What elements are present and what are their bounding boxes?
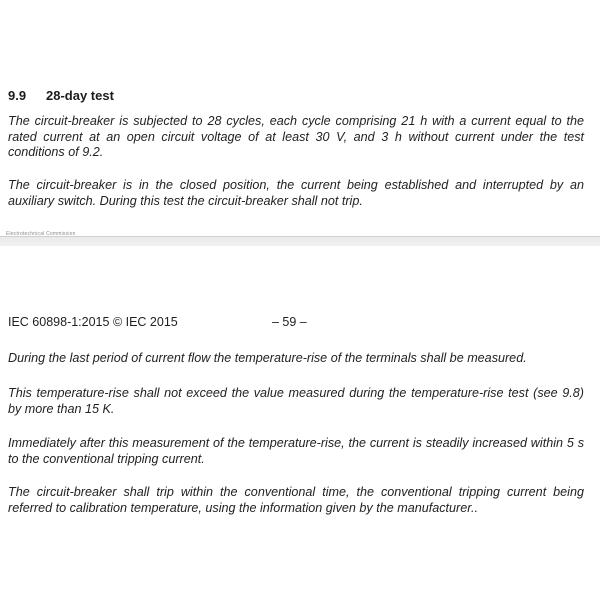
paragraph-28-cycles: The circuit-breaker is subjected to 28 cycles, each cycle comprising 21 h with a current equal to the rated current at an open circuit voltage of at least 30 V, and 3 h without current under the test conditions of 9.2. (8, 114, 584, 159)
paragraph-closed-position: The circuit-breaker is in the closed position, the current being established and interrupted by an auxiliary switch. During this test the circuit-breaker shall not trip. (8, 178, 584, 208)
paragraph-temperature-rise-limit: This temperature-rise shall not exceed the value measured during the temperature-rise test (see 9.8) by more than 15 K. (8, 386, 584, 416)
paragraph-last-period: During the last period of current flow the temperature-rise of the terminals shall be measured. (8, 351, 527, 365)
footer-fragment: Electrotechnical Commission (6, 231, 76, 236)
running-header: IEC 60898-1:2015 © IEC 2015 (8, 315, 178, 329)
section-number: 9.9 (8, 88, 27, 103)
page-top (0, 0, 600, 238)
paragraph-trip-conventional-time: The circuit-breaker shall trip within the conventional time, the conventional tripping current being referred to calibration temperature, using the information given by the manufacturer.. (8, 485, 584, 515)
paragraph-current-increase: Immediately after this measurement of the temperature-rise, the current is steadily increased within 5 s to the conventional tripping current. (8, 436, 584, 466)
page-bottom (0, 246, 600, 600)
section-title: 28-day test (46, 88, 114, 103)
page-number: – 59 – (272, 315, 307, 329)
section-heading (8, 88, 114, 103)
